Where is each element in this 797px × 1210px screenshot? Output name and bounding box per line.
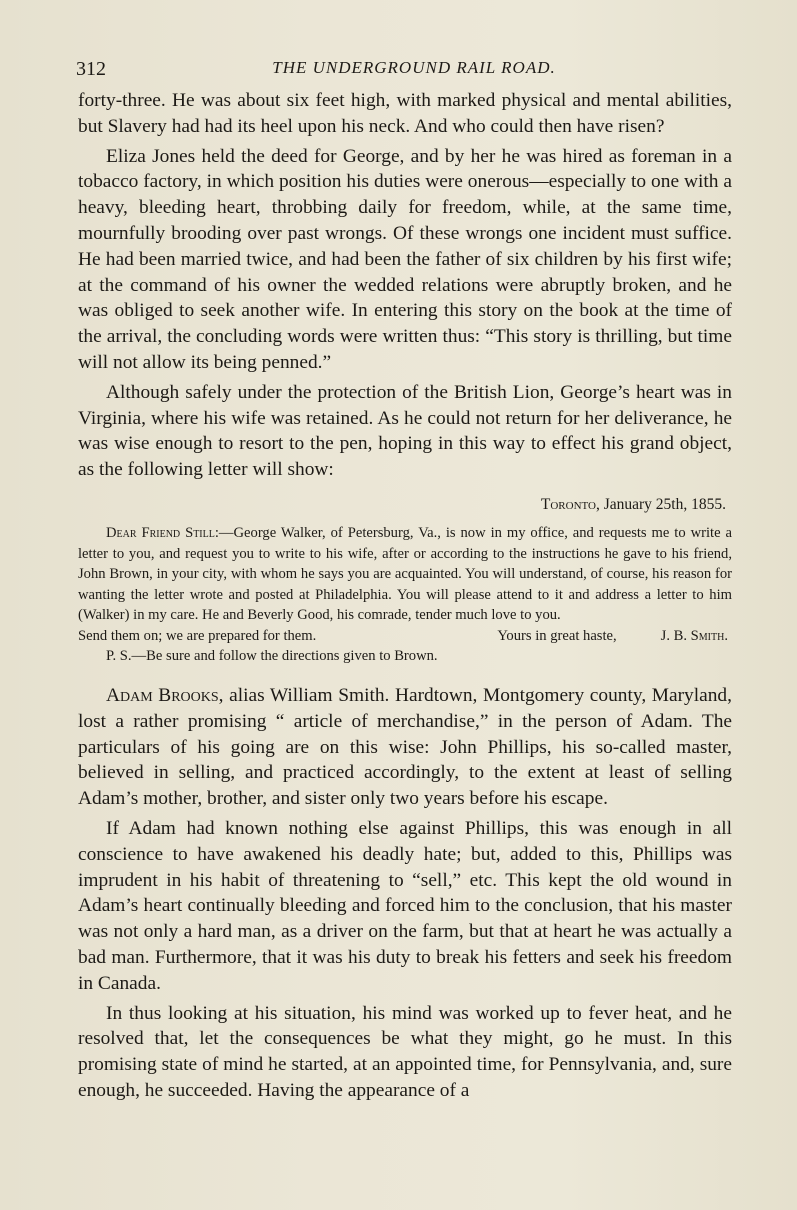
- dateline-date: January 25th, 1855.: [603, 495, 726, 513]
- letter-salutation: Dear Friend Still: [106, 525, 215, 542]
- adam-name: Adam Brooks,: [106, 684, 224, 706]
- letter-text: :—George Walker, of Petersburg, Va., is now in my office, and requests me to write a letter to you, and request you to write to his wife, after or according to the instructions he gave to his friend, John Brown, in your city, with whom he says you are acquainted. You will understand, of course, his reason for wanting the letter wrote and posted at Philadelphia. You will please attend to it and address a letter to him (Walker) in my care. He and Beverly Good, his comrade, tender much love to you.: [78, 525, 732, 624]
- paragraph-situation: In thus looking at his situation, his mind was worked up to fever heat, and he resolved that, let the consequences be what they might, go he must. In this promising state of mind he started, at an appointed time, for Pennsylvania, and, sure enough, he succeeded. Having the appearance of a: [78, 1002, 732, 1101]
- page-header: [76, 58, 732, 84]
- adam-intro-text: alias William Smith. Hardtown, Montgomery county, Maryland, lost a rather promising “ article of merchandise,” in the person of Adam. The particulars of his going are on this wise: John Phillips, his so-called master, believed in selling, and practiced accordingly, to the extent at least of selling Adam’s mother, brother, and sister only two years before his escape.: [78, 684, 732, 810]
- running-title: THE UNDERGROUND RAIL ROAD.: [272, 58, 556, 77]
- paragraph-phillips: If Adam had known nothing else against Phillips, this was enough in all conscience to have awakened his deadly hate; but, added to this, Phillips was imprudent in his habit of threatening to “sell,” etc. This kept the old wound in Adam’s heart continually bleeding and forced him to the conclusion, that his master was not only a hard man, as a driver on the farm, but that at heart he was actually a bad man. Furthermore, that it was his duty to break his fetters and seek his freedom in Canada.: [78, 817, 732, 994]
- letter-closing-row: [78, 626, 732, 647]
- letter-dateline: [78, 495, 732, 516]
- paragraph-continuation: forty-three. He was about six feet high, with marked physical and mental abilities, but Slavery had had its heel upon his neck. And who could then have risen?: [78, 90, 732, 137]
- letter-closing: Yours in great haste,: [497, 627, 617, 644]
- paragraph-eliza-jones: Eliza Jones held the deed for George, and by her he was hired as foreman in a tobacco factory, in which position his duties were onerous—especially to one with a heavy, bleeding heart, throbbing daily for freedom, while, at the same time, mournfully brooding over past wrongs. Of these wrongs one incident must suffice. He had been married twice, and had been the father of six children by his first wife; at the command of his owner the wedded relations were abruptly broken, and he was obliged to seek another wife. In entering this story on the book at the time of the arrival, the concluding words were written thus: “This story is thrilling, but time will not allow its being penned.”: [78, 145, 732, 373]
- dateline-place: Toronto,: [540, 495, 600, 513]
- paragraph-adam-brooks: [78, 683, 732, 812]
- letter-signature: J. B. Smith.: [660, 627, 728, 644]
- letter-body: [78, 523, 732, 626]
- page-body: [78, 88, 732, 1104]
- letter-postscript: P. S.—Be sure and follow the directions given to Brown.: [106, 648, 438, 665]
- page-number: 312: [76, 58, 106, 80]
- paragraph-british-lion: Although safely under the protection of the British Lion, George’s heart was in Virginia, where his wife was retained. As he could not return for her deliverance, he was wise enough to resort to the pen, hoping in this way to effect his grand object, as the following letter will show:: [78, 381, 732, 481]
- letter-block: [78, 495, 732, 667]
- letter-closing-left: Send them on; we are prepared for them.: [78, 627, 317, 644]
